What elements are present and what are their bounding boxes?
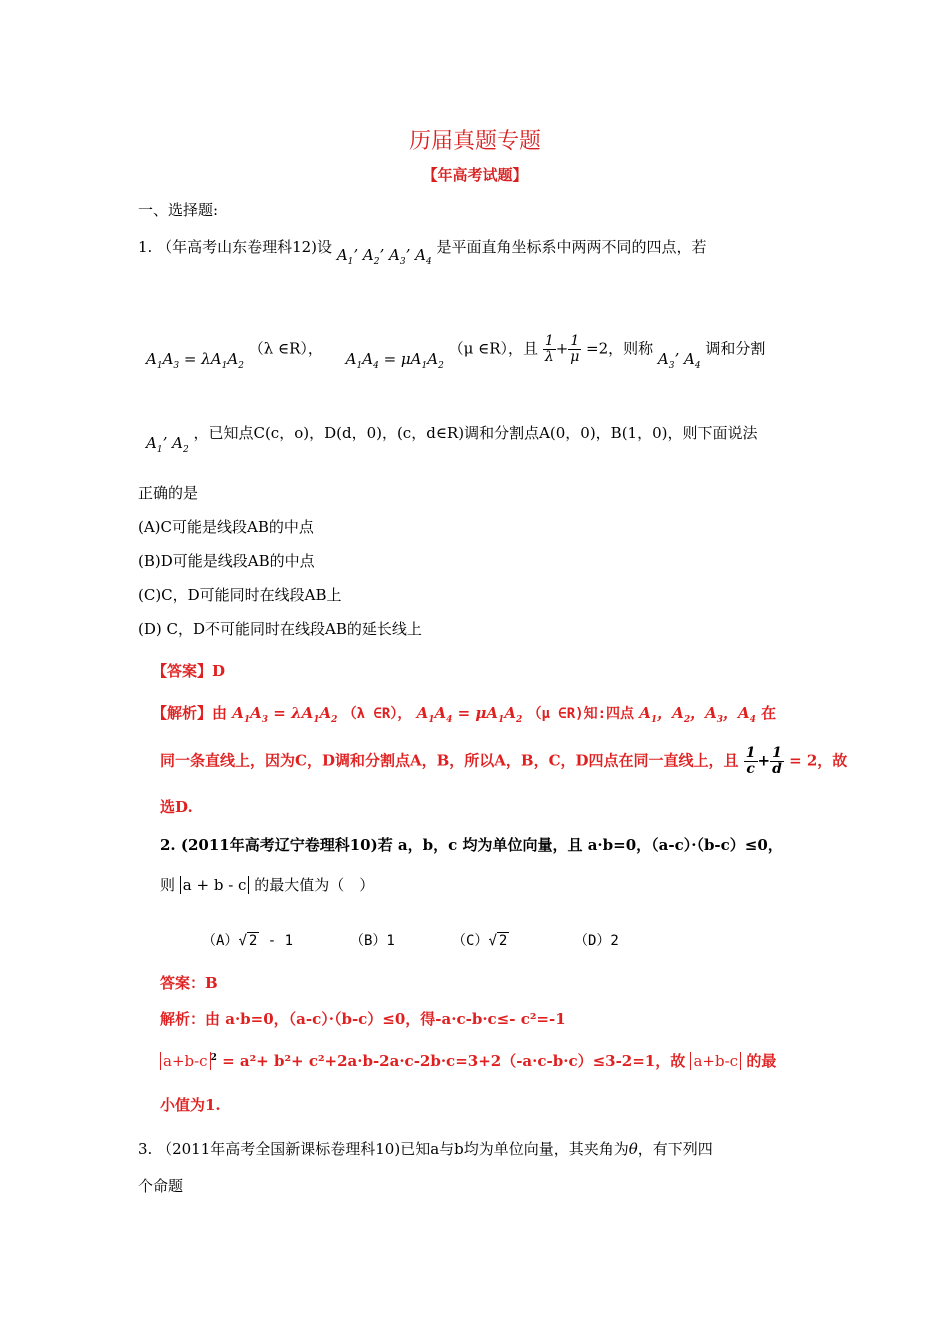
q1-option-d: (D) C，D不可能同时在线段AB的延长线上 [138,620,422,638]
q1-analysis-mu: （μ ∈R)知:四点 [527,706,635,722]
math-frac-d: $\frac{1}{d}$ [772,745,782,777]
math-frac-lambda: $\frac{1}{\lambda}$ [544,333,554,365]
math-analysis-mu-eq: $A_1A_4 = \mu A_1A_2$ [416,704,523,725]
math-points-a3a4: $A_3$’ $A_4$ [657,349,701,371]
q2-option-a-tail: - 1 [259,933,294,949]
q3-line1-text: 3. （2011年高考全国新课标卷理科10)已知a与b均为单位向量，其夹角为 [138,1140,629,1158]
math-abs-2: a+b-c [690,1052,741,1070]
math-vector-eq-mu: $A_1A_4 = \mu A_1A_2$ [345,349,444,371]
q2-option-a [202,930,293,950]
q2-analysis-line2-mid: = a²+ b²+ c²+2a·b-2a·c-2b·c=3+2（-a·c-b·c）≤3-2=1，故 [222,1052,686,1070]
math-frac-c: $\frac{1}{c}$ [745,745,756,777]
q2-analysis-line2: a+b-c $^2$ = a²+ b²+ c²+2a·b-2a·c-2b·c=3+2（-a·c-b·c）≤3-2=1，故 a+b-c 的最 [160,1050,776,1071]
math-points-a1a2: $A_1$’ $A_2$ [146,434,189,455]
q1-line3-suffix: ，已知点C(c，o)，D(d，0)，(c，d∈R)调和分割点A(0，0)，B(1，0)，则下面说法 [193,424,758,442]
q1-line1-suffix: 是平面直角坐标系中两两不同的四点，若 [436,238,707,256]
q2-option-d: （D）2 [574,933,619,949]
q2-answer: 答案：B [160,974,218,992]
page-title: 历届真题专题 [408,129,541,154]
q1-option-b: (B)D可能是线段AB的中点 [138,552,315,570]
q2-line2-suffix: 的最大值为（ ） [254,876,375,894]
q2-option-a-label: （A） [202,933,239,949]
q1-analysis-line2-text: 同一条直线上，因为C，D调和分割点A，B，所以A，B，C，D四点在同一直线上，且 [160,751,739,770]
q1-analysis-prefix: 【解析】由 [152,704,228,722]
q1-lambda-cond: （λ ∈R）， [248,339,323,358]
q2-option-c [452,930,509,950]
q1-analysis-in: 在 [761,704,777,722]
q1-answer: 【答案】D [152,662,226,680]
q2-analysis-line2-tail: 的最 [746,1052,777,1070]
q2-option-c-label: （C） [452,933,489,949]
q1-line1-prefix: 1. （年高考山东卷理科12)设 [138,238,333,256]
q2-line2-prefix: 则 [160,876,176,894]
math-analysis-lambda-eq: $A_1A_3 = \lambda A_1A_2$ [232,704,338,725]
q1-option-c: (C)C，D可能同时在线段AB上 [138,586,342,604]
math-analysis-points: $A_1$，$A_2$，$A_3$，$A_4$ [639,704,756,725]
page-subtitle: 【年高考试题】 [422,166,528,184]
q2-line1: 2. (2011年高考辽宁卷理科10)若 a，b，c 均为单位向量，且 a·b=0，（a-c）·（b-c）≤0， [160,836,783,854]
math-points: $A_1$’ $A_2$’ $A_3$’ $A_4$ [336,246,432,267]
q1-line1 [138,236,707,267]
q3-line1 [138,1138,713,1159]
q1-analysis-line3: 选D. [160,798,193,816]
q3-line2: 个命题 [138,1177,184,1195]
q3-line1-tail: ，有下列四 [637,1140,713,1158]
q1-analysis-line2: 同一条直线上，因为C，D调和分割点A，B，所以A，B，C，D四点在同一直线上，且 $\frac{1}{c}$ + $\frac{1}{d}$ = 2，故 [160,745,848,777]
q2-analysis-line1: 解析：由 a·b=0，（a-c）·（b-c）≤0，得-a·c-b·c≤- c²=-1 [160,1010,566,1028]
sqrt-symbol: √ 2 [488,933,508,949]
q1-harmonic: 调和分割 [705,339,766,358]
q1-option-a: (A)C可能是线段AB的中点 [138,518,314,536]
section-heading: 一、选择题: [138,201,219,219]
q2-analysis-line3: 小值为1. [160,1096,221,1114]
q1-line4: 正确的是 [138,484,199,502]
q1-analysis-lambda: （λ ∈R）， [342,706,412,722]
q2-option-b: （B）1 [350,933,395,949]
math-vector-eq-lambda: $A_1A_3 = \lambda A_1A_2$ [146,349,244,371]
q1-line2: $A_1A_3 = \lambda A_1A_2$ （λ ∈R）， $A_1A_4 = \mu A_1A_2$ （μ ∈R），且 $\frac{1}{\lambda}$ + $\frac{1}{\mu}$ =2，则称 $A_3$’ $A_4$ 调和分割 [146,333,766,371]
math-frac-mu: $\frac{1}{\mu}$ [570,333,580,365]
q1-analysis-eq2: = 2，故 [789,751,848,770]
q1-mu-cond: （μ ∈R），且 [448,339,539,358]
q1-eq2: =2，则称 [586,339,654,358]
q2-line2 [160,874,374,895]
sqrt-symbol: √ 2 [238,933,258,949]
math-abs-expr: a + b - c [180,876,250,894]
q1-analysis-line1 [152,702,776,725]
math-abs-1: a+b-c [160,1052,211,1070]
math-theta: θ [628,1140,638,1158]
q1-line3 [146,422,758,455]
